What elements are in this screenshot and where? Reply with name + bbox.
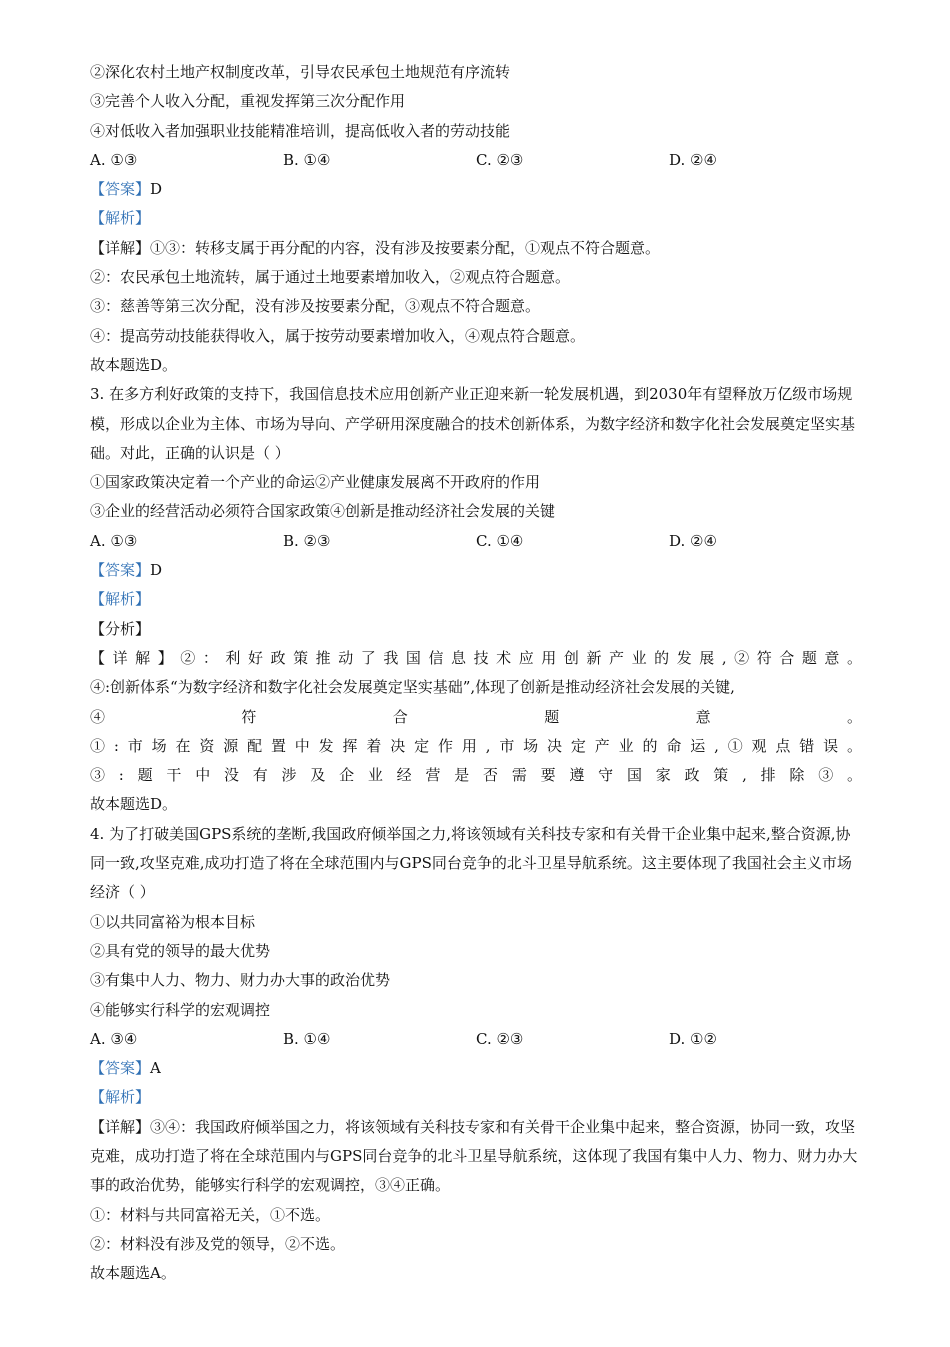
q4-item: ②具有党的领导的最大优势 <box>90 941 271 960</box>
q4-option-c: C. ②③ <box>476 1029 524 1048</box>
q3-detail: 【详解】②：利好政策推动了我国信息技术应用创新产业的发展,②符合题意。 <box>90 648 862 667</box>
answer-tag: 【答案】 <box>90 561 151 580</box>
q2-option-a: A. ①③ <box>90 150 138 169</box>
q3-option-b: B. ②③ <box>283 531 331 550</box>
q2-item: ③完善个人收入分配，重视发挥第三次分配作用 <box>90 92 406 111</box>
q4-option-b: B. ①④ <box>283 1029 331 1048</box>
q4-stem: 4. 为了打破美国GPS系统的垄断,我国政府倾举国之力,将该领域有关科技专家和有关骨干企业集中起来,整合资源,协同一致,攻坚克难,成功打造了将在全球范围内与GPS同台竞争的北斗卫星导航系统。这主要体现了我国社会主义市场经济（ ） <box>90 824 852 902</box>
q2-item: ②深化农村土地产权制度改革，引导农民承包土地规范有序流转 <box>90 63 511 81</box>
q3-answer <box>90 556 862 585</box>
q2-detail: 【详解】①③：转移支属于再分配的内容，没有涉及按要素分配，①观点不符合题意。 <box>90 238 661 257</box>
q4-detail-main: 【详解】③④：我国政府倾举国之力，将该领域有关科技专家和有关骨干企业集中起来，整合资源，协同一致，攻坚克难，成功打造了将在全球范围内与GPS同台竞争的北斗卫星导航系统，这体现了我国有集中人力、物力、财力办大事的政治优势，能够实行科学的宏观调控，③④正确。 <box>90 1117 858 1195</box>
q4-option-d: D. ①② <box>669 1029 717 1048</box>
q4-options <box>90 1025 862 1054</box>
q2-option-d: D. ②④ <box>669 150 717 169</box>
q4-item: ③有集中人力、物力、财力办大事的政治优势 <box>90 971 391 990</box>
answer-value: A <box>150 1059 161 1078</box>
q2-conclusion: 故本题选D。 <box>90 355 178 374</box>
q3-fenxi: 【分析】 <box>90 619 151 638</box>
q3-option-c: C. ①④ <box>476 531 524 550</box>
q3-conclusion: 故本题选D。 <box>90 795 178 814</box>
q2-option-c: C. ②③ <box>476 150 524 169</box>
q3-detail: ①:市场在资源配置中发挥着决定作用,市场决定产业的命运,①观点错误。 <box>90 736 862 755</box>
answer-value: D <box>150 561 163 580</box>
answer-value: D <box>150 180 163 199</box>
answer-tag: 【答案】 <box>90 180 151 199</box>
q3-option-d: D. ②④ <box>669 531 717 550</box>
q2-analysis-tag: 【解析】 <box>90 209 151 228</box>
q2-item: ④对低收入者加强职业技能精准培训，提高低收入者的劳动技能 <box>90 121 511 140</box>
q2-detail: ②：农民承包土地流转，属于通过土地要素增加收入，②观点符合题意。 <box>90 268 571 287</box>
q3-item: ③企业的经营活动必须符合国家政策④创新是推动经济社会发展的关键 <box>90 502 556 521</box>
q3-detail: ④:创新体系“为数字经济和数字化社会发展奠定坚实基础”,体现了创新是推动经济社会发展的关键, <box>90 678 735 697</box>
q2-option-b: B. ①④ <box>283 150 331 169</box>
answer-tag: 【答案】 <box>90 1059 151 1078</box>
q4-item: ④能够实行科学的宏观调控 <box>90 1000 271 1019</box>
q3-detail: ③:题干中没有涉及企业经营是否需要遵守国家政策,排除③。 <box>90 766 862 785</box>
q4-answer <box>90 1054 862 1083</box>
q3-item: ①国家政策决定着一个产业的命运②产业健康发展离不开政府的作用 <box>90 473 541 492</box>
q3-stem: 3. 在多方利好政策的支持下，我国信息技术应用创新产业正迎来新一轮发展机遇，到2030年有望释放万亿级市场规模，形成以企业为主体、市场为导向、产学研用深度融合的技术创新体系，为数字经济和数字化社会发展奠定坚实基础。对此，正确的认识是（ ） <box>90 385 856 462</box>
q2-options <box>90 146 862 175</box>
document-page <box>90 58 862 1288</box>
q3-detail: ④符合题意。 <box>90 707 862 726</box>
q4-item: ①以共同富裕为根本目标 <box>90 912 256 931</box>
q4-detail: ②：材料没有涉及党的领导，②不选。 <box>90 1234 346 1253</box>
q4-detail: ①：材料与共同富裕无关，①不选。 <box>90 1205 331 1224</box>
q3-option-a: A. ①③ <box>90 531 138 550</box>
q3-options <box>90 527 862 556</box>
q4-analysis-tag: 【解析】 <box>90 1088 151 1107</box>
q2-detail: ③：慈善等第三次分配，没有涉及按要素分配，③观点不符合题意。 <box>90 297 541 316</box>
q4-conclusion: 故本题选A。 <box>90 1264 176 1283</box>
q4-option-a: A. ③④ <box>90 1029 138 1048</box>
q2-answer <box>90 175 862 204</box>
q3-analysis-tag: 【解析】 <box>90 590 151 609</box>
q2-detail: ④：提高劳动技能获得收入，属于按劳动要素增加收入，④观点符合题意。 <box>90 326 586 345</box>
